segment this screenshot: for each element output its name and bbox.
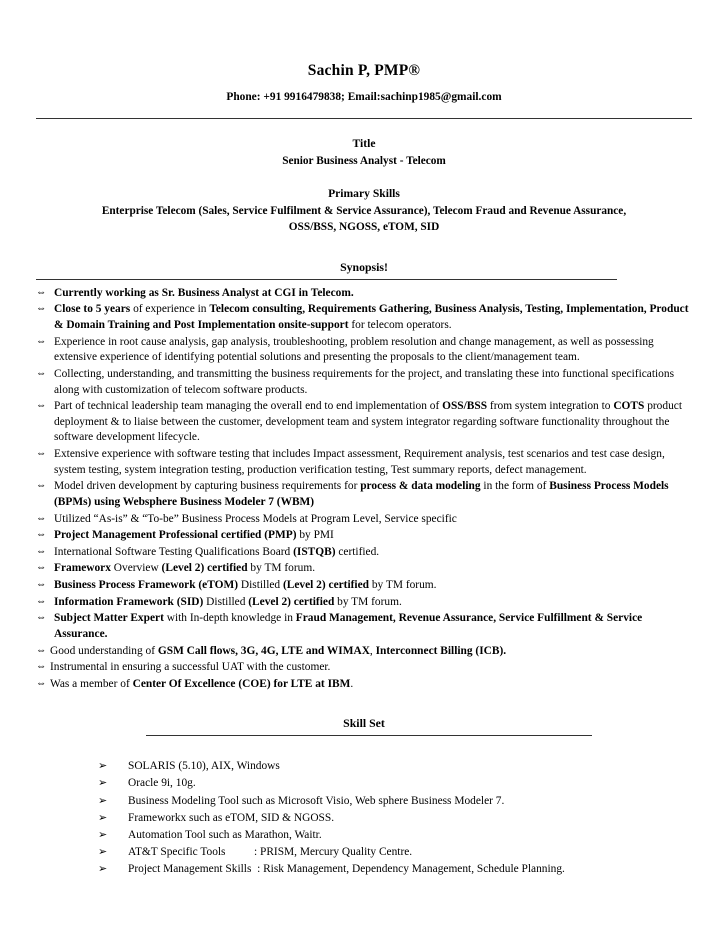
skill-item xyxy=(98,775,692,792)
synopsis-text-run: by TM forum. xyxy=(369,579,437,591)
synopsis-item xyxy=(36,399,692,446)
synopsis-text-run: Frameworx xyxy=(54,562,111,575)
synopsis-text-run: Model driven development by capturing business requirements for xyxy=(54,480,361,493)
synopsis-item xyxy=(36,595,692,611)
arrow-bullet-icon: ➢ xyxy=(98,828,108,841)
synopsis-item xyxy=(36,512,692,528)
skill-text: SOLARIS (5.10), AIX, Windows xyxy=(128,760,280,773)
arrow-bullet-icon: ➢ xyxy=(98,794,108,807)
synopsis-text-run: . xyxy=(350,677,354,690)
synopsis-text-run: by TM forum. xyxy=(334,595,402,608)
bullet-icon: ⇔ xyxy=(36,303,47,315)
skill-item xyxy=(98,844,692,861)
synopsis-text-run: (Level 2) certified xyxy=(248,595,335,608)
bullet-icon: ⇔ xyxy=(36,400,47,412)
synopsis-text-run: Subject Matter Expert xyxy=(54,612,164,625)
synopsis-text-run: Center Of Excellence (COE) for LTE at IBM xyxy=(132,677,351,690)
synopsis-text-run: GSM Call flows, 3G, 4G, LTE and WIMAX xyxy=(157,644,370,657)
synopsis-text-run: with In-depth knowledge in xyxy=(163,612,296,625)
candidate-name: Sachin P, PMP® xyxy=(307,62,421,79)
synopsis-item xyxy=(36,660,692,676)
skillset-heading: Skill Set xyxy=(343,716,385,731)
synopsis-text-run: Business Process Framework (eTOM) xyxy=(54,579,239,591)
bullet-icon: ⇔ xyxy=(36,661,47,673)
synopsis-item xyxy=(36,677,692,693)
synopsis-list xyxy=(36,286,692,693)
synopsis-text-run: Overview xyxy=(110,562,162,575)
arrow-bullet-icon: ➢ xyxy=(98,760,108,773)
synopsis-text-run: Extensive experience with software testing that includes Impact assessment, Requirement analysis, test scenarios and test case design, system testing, system integration testing, production verification testing, Test summary reports, defect management. xyxy=(54,448,665,476)
skill-item xyxy=(98,827,692,844)
skill-item xyxy=(98,810,692,827)
synopsis-text-run: product deployment & to liaise between the customer, development team and system integrator regarding software functionality throughout the software development lifecycle. xyxy=(54,400,682,444)
contact-line: Phone: +91 9916479838; Email:sachinp1985@gmail.com xyxy=(226,91,502,103)
skill-text: AT&T Specific Tools : PRISM, Mercury Quality Centre. xyxy=(128,845,413,858)
arrow-bullet-icon: ➢ xyxy=(98,845,108,858)
synopsis-text-run: Fraud Management, Revenue Assurance, Service Fulfillment & Service Assurance. xyxy=(54,612,643,640)
synopsis-text-run: of experience in xyxy=(130,303,210,316)
bullet-icon: ⇔ xyxy=(36,286,47,298)
skill-set-list xyxy=(36,758,692,878)
bullet-icon: ⇔ xyxy=(36,545,47,557)
synopsis-text-run: Utilized “As-is” & “To-be” Business Process Models at Program Level, Service specific xyxy=(54,512,457,525)
synopsis-text-run: OSS/BSS xyxy=(442,400,488,413)
header-divider xyxy=(36,118,692,119)
title-value: Senior Business Analyst - Telecom xyxy=(282,155,446,167)
synopsis-text-run: Good understanding of xyxy=(50,644,158,657)
synopsis-text-run: Distilled xyxy=(203,595,249,608)
synopsis-text-run: Part of technical leadership team managing the overall end to end implementation of xyxy=(54,400,443,413)
bullet-icon: ⇔ xyxy=(36,595,47,607)
primary-skills-line-2: OSS/BSS, NGOSS, eTOM, SID xyxy=(288,220,440,233)
bullet-icon: ⇔ xyxy=(36,562,47,574)
synopsis-text-run: by PMI xyxy=(296,529,334,542)
synopsis-item xyxy=(36,545,692,561)
synopsis-text-run: Currently working as Sr. Business Analyst at CGI in Telecom. xyxy=(54,286,354,299)
arrow-bullet-icon: ➢ xyxy=(98,777,108,790)
bullet-icon: ⇔ xyxy=(36,529,47,541)
primary-skills-label: Primary Skills xyxy=(328,187,400,201)
synopsis-text-run: Information Framework (SID) xyxy=(54,595,204,608)
bullet-icon: ⇔ xyxy=(36,448,47,459)
bullet-icon: ⇔ xyxy=(36,579,47,590)
bullet-icon: ⇔ xyxy=(36,612,47,624)
arrow-bullet-icon: ➢ xyxy=(98,811,108,824)
synopsis-item xyxy=(36,578,692,594)
synopsis-text-run: process & data modeling xyxy=(360,480,481,493)
bullet-icon: ⇔ xyxy=(36,677,47,689)
synopsis-text-run: (ISTQB) xyxy=(293,545,336,558)
synopsis-text-run: , xyxy=(369,644,376,657)
synopsis-text-run: by TM forum. xyxy=(247,562,316,575)
synopsis-text-run: Interconnect Billing (ICB). xyxy=(375,644,507,657)
synopsis-text-run: (Level 2) certified xyxy=(282,579,369,591)
title-label: Title xyxy=(352,137,376,150)
synopsis-text-run: Experience in root cause analysis, gap analysis, troubleshooting, problem resolution and change management, as well as possessing extensive experience of identifying potential solutions and presenting the proposals to the client/management team. xyxy=(54,335,654,364)
skillset-divider xyxy=(146,735,592,736)
synopsis-item xyxy=(36,644,692,660)
skill-text: Frameworkx such as eTOM, SID & NGOSS. xyxy=(128,811,335,824)
primary-skills-line-1: Enterprise Telecom (Sales, Service Fulfilment & Service Assurance), Telecom Fraud and Revenue Assurance, xyxy=(101,205,627,218)
synopsis-text-run: Project Management Professional certified (PMP) xyxy=(54,529,297,542)
synopsis-text-run: Telecom consulting, Requirements Gathering, Business Analysis, Testing, Implementation, Product & Domain Training and Post Implementation onsite-support xyxy=(54,303,689,331)
synopsis-text-run: Collecting, understanding, and transmitting the business requirements for the project, and translating these into functional specifications along with customization of telecom software products. xyxy=(54,367,675,396)
arrow-bullet-icon: ➢ xyxy=(98,863,108,876)
synopsis-item xyxy=(36,302,692,333)
skill-item xyxy=(98,758,692,775)
skill-item xyxy=(98,861,692,878)
bullet-icon: ⇔ xyxy=(36,335,47,347)
synopsis-item xyxy=(36,447,692,478)
synopsis-text-run: Business Process Models (BPMs) using Websphere Business Modeler 7 (WBM) xyxy=(54,480,669,508)
title-section xyxy=(36,137,692,169)
primary-skills-section xyxy=(36,187,692,235)
skill-text: Project Management Skills : Risk Management, Dependency Management, Schedule Planning. xyxy=(128,863,565,876)
bullet-icon: ⇔ xyxy=(36,644,47,656)
synopsis-item xyxy=(36,479,692,510)
synopsis-text-run: from system integration to xyxy=(487,400,614,413)
synopsis-text-run: Was a member of xyxy=(50,677,133,690)
synopsis-text-run: Distilled xyxy=(238,579,283,591)
synopsis-item xyxy=(36,561,692,577)
synopsis-item xyxy=(36,286,692,302)
synopsis-text-run: Instrumental in ensuring a successful UAT with the customer. xyxy=(50,661,331,674)
synopsis-item xyxy=(36,335,692,366)
synopsis-item xyxy=(36,528,692,544)
synopsis-heading: Synopsis! xyxy=(340,259,388,274)
bullet-icon: ⇔ xyxy=(36,480,47,492)
skill-text: Automation Tool such as Marathon, Waitr. xyxy=(128,828,322,841)
synopsis-text-run: (Level 2) certified xyxy=(161,562,248,575)
synopsis-item xyxy=(36,611,692,642)
bullet-icon: ⇔ xyxy=(36,367,47,379)
synopsis-text-run: COTS xyxy=(613,400,645,413)
skill-text: Oracle 9i, 10g. xyxy=(128,777,196,790)
synopsis-text-run: in the form of xyxy=(480,480,550,493)
skill-item xyxy=(98,793,692,810)
synopsis-divider xyxy=(36,279,617,280)
synopsis-text-run: International Software Testing Qualifications Board xyxy=(54,545,294,558)
synopsis-text-run: certified. xyxy=(335,545,380,558)
synopsis-text-run: Close to 5 years xyxy=(54,303,131,316)
skill-text: Business Modeling Tool such as Microsoft Visio, Web sphere Business Modeler 7. xyxy=(128,794,505,807)
synopsis-item xyxy=(36,367,692,398)
synopsis-text-run: for telecom operators. xyxy=(348,319,452,331)
bullet-icon: ⇔ xyxy=(36,512,47,524)
